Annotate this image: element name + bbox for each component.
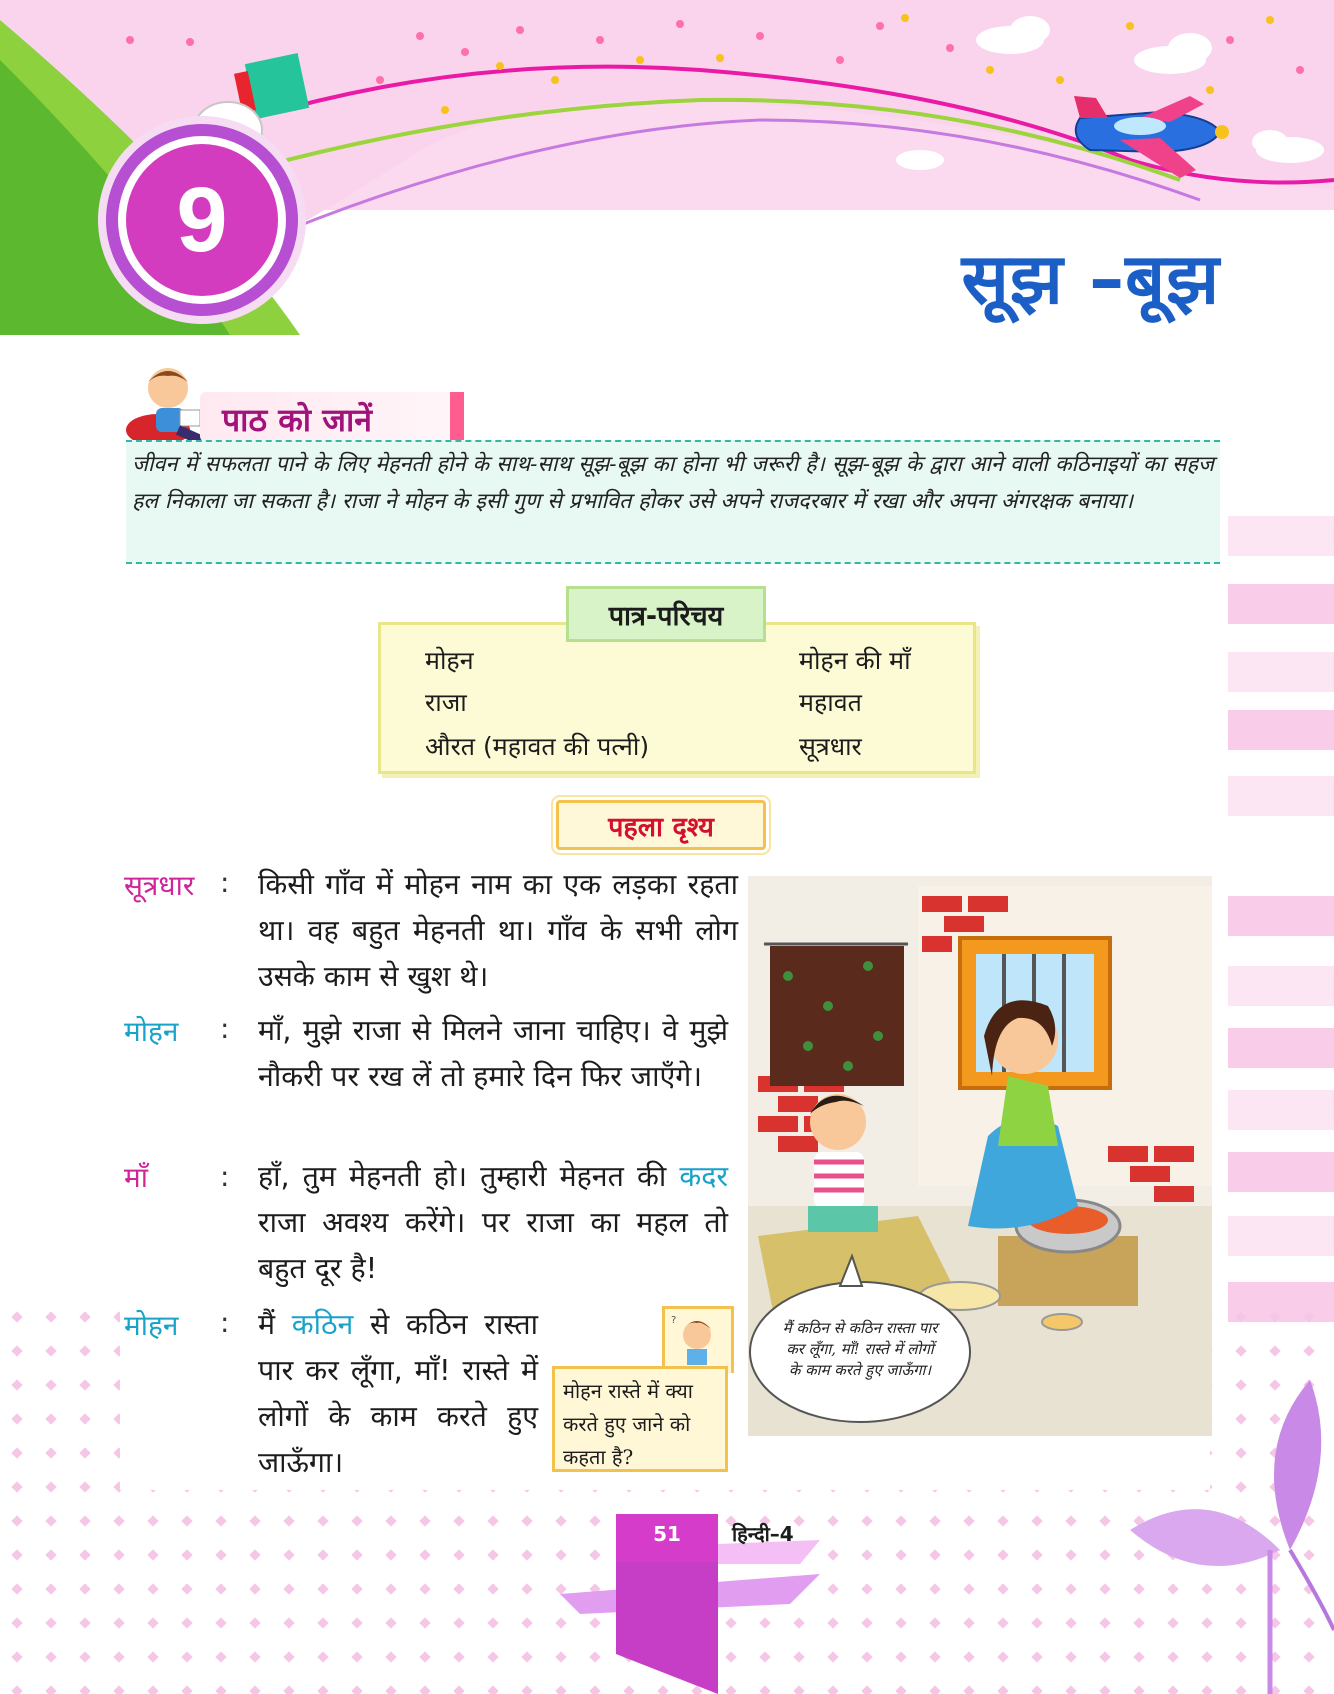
- character-left-3: औरत (महावत की पत्नी): [425, 732, 650, 761]
- dialogue-text-3: हाँ, तुम मेहनती हो। तुम्हारी मेहनत की कदर राजा अवश्य करेंगे। पर राजा का महल तो बहुत दूर है!: [258, 1160, 728, 1285]
- highlight-word-kathin: कठिन: [291, 1308, 354, 1341]
- question-notch: [662, 1306, 734, 1373]
- colon: :: [220, 1160, 230, 1193]
- intro-text: जीवन में सफलता पाने के लिए मेहनती होने के साथ-साथ सूझ-बूझ का होना भी जरूरी है। सूझ-बूझ के द्वारा आने वाली कठिनाइयों का सहज हल निकाला जा सकता है। राजा ने मोहन के इसी गुण से प्रभावित होकर उसे अपने राजदरबार में रखा और अपना अंगरक्षक बनाया।: [132, 452, 1214, 514]
- svg-text:?: ?: [671, 1315, 677, 1326]
- speaker-mohan: मोहन: [124, 1309, 179, 1342]
- dialogue-text-1: किसी गाँव में मोहन नाम का एक लड़का रहता था। वह बहुत मेहनती था। गाँव के सभी लोग उसके काम से खुश थे।: [258, 868, 738, 993]
- intro-box: [126, 440, 1220, 564]
- colon: :: [220, 866, 230, 899]
- thinking-boy-icon: [665, 1309, 725, 1367]
- speaker-mother: माँ: [124, 1161, 148, 1194]
- dialogue-text-4: मैं कठिन से कठिन रास्ता पार कर लूँगा, माँ! रास्ते में लोगों के काम करते हुए जाऊँगा।: [258, 1308, 538, 1479]
- character-right-2: महावत: [799, 688, 862, 717]
- colon: :: [220, 1306, 230, 1339]
- speaker-mohan: मोहन: [124, 1015, 179, 1048]
- chapter-title: सूझ –बूझ: [961, 238, 1220, 320]
- character-left-2: राजा: [425, 688, 467, 717]
- speech-bubble-text: मैं कठिन से कठिन रास्ता पार कर लूँगा, माँ! रास्ते में लोगों के काम करते हुए जाऊँगा।: [782, 1319, 938, 1379]
- page-number: 51: [653, 1522, 681, 1546]
- colon: :: [220, 1012, 230, 1045]
- characters-box: [378, 622, 976, 774]
- character-right-3: सूत्रधार: [799, 732, 862, 761]
- dialogue-text-2: माँ, मुझे राजा से मिलने जाना चाहिए। वे मुझे नौकरी पर रख लें तो हमारे दिन फिर जाएँगे।: [258, 1014, 728, 1093]
- book-name: हिन्दी–4: [732, 1522, 794, 1546]
- highlight-word-kadar: कदर: [679, 1160, 728, 1193]
- character-left-1: मोहन: [425, 646, 474, 675]
- character-right-1: मोहन की माँ: [799, 646, 911, 675]
- scene-heading: पहला दृश्य: [556, 800, 766, 850]
- chapter-number: 9: [176, 168, 228, 271]
- question-box: मोहन रास्ते में क्या करते हुए जाने को कहता है?: [552, 1366, 728, 1472]
- speaker-narrator: सूत्रधार: [124, 869, 195, 902]
- intro-heading: पाठ को जानें: [222, 401, 372, 439]
- characters-heading: पात्र-परिचय: [566, 586, 766, 642]
